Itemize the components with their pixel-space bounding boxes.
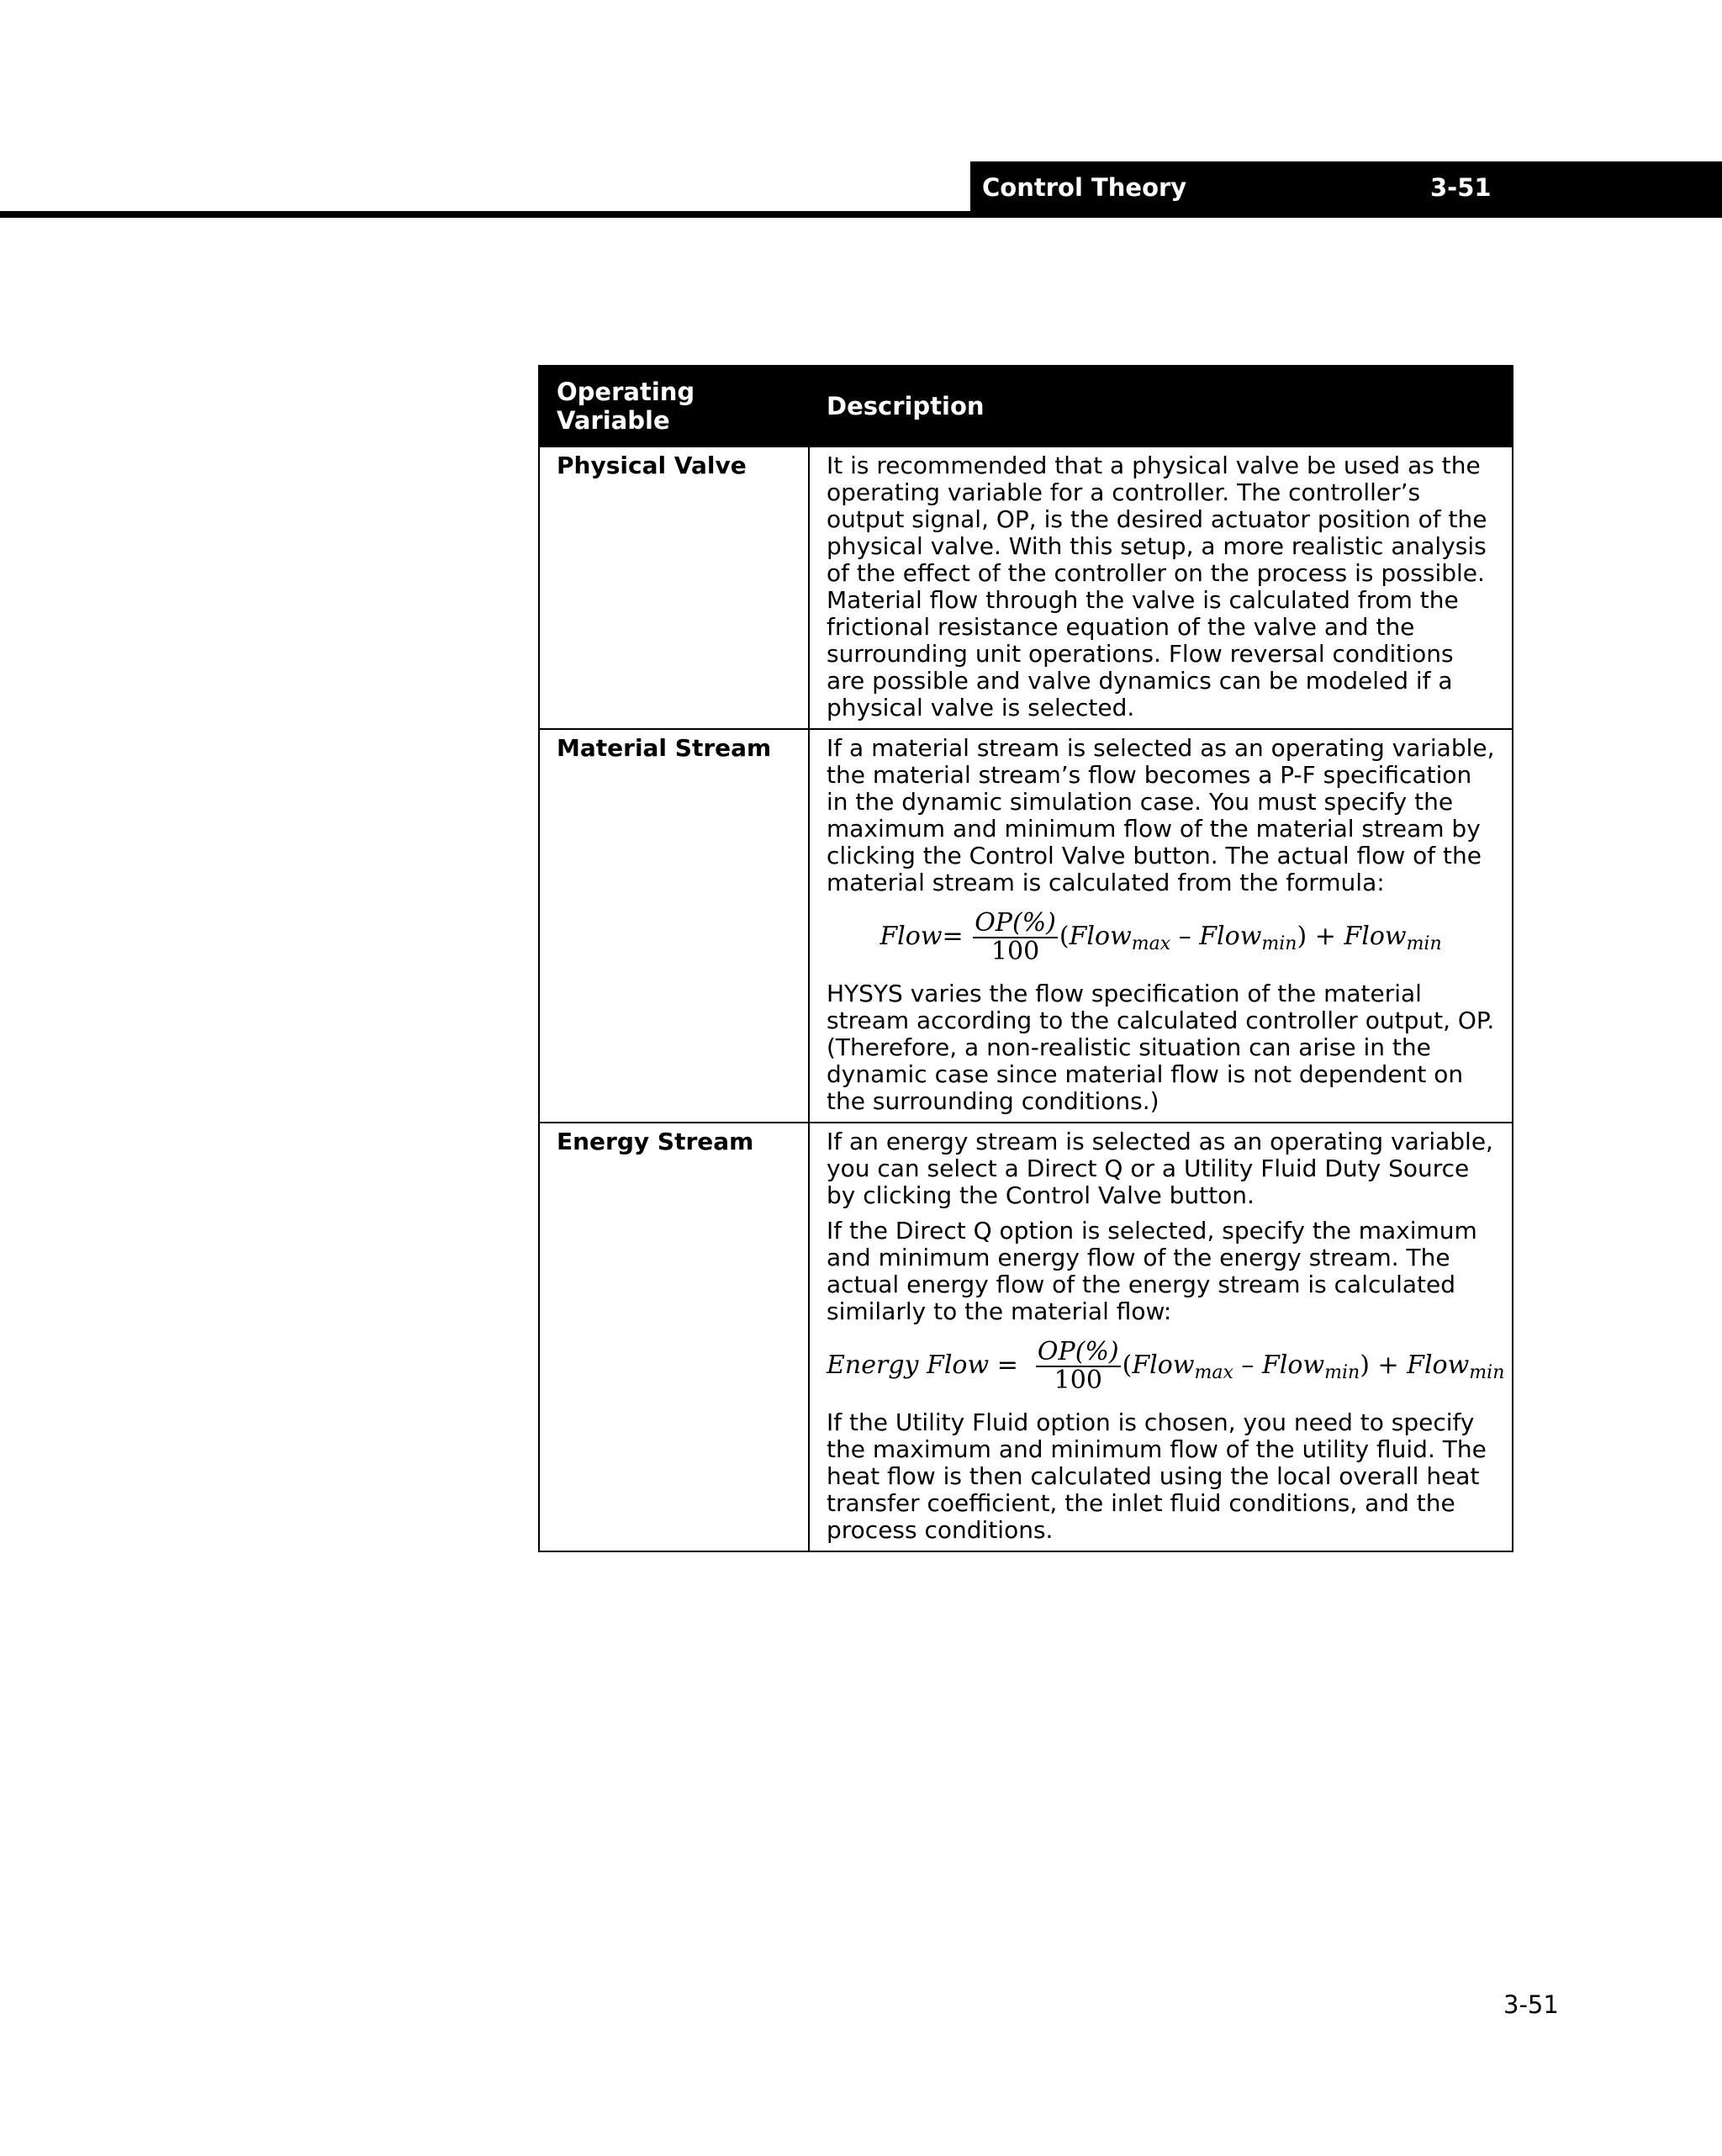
formula-equals: = [942,922,964,951]
formula-denominator: 100 [1054,1366,1102,1395]
formula-min-subscript-2: min [1406,933,1442,954]
formula-plus: + [1307,922,1344,951]
flow-formula [827,910,1495,965]
formula-open-paren: ( [1059,922,1070,951]
formula-flow-min-2: Flow [1344,922,1407,951]
energy-flow-formula [827,1337,1505,1395]
description-paragraph: If a material stream is selected as an operating variable, the material stream’s flow becomes a P-F specification in the dynamic simulation case. You must specify the maximum and minimum flow of the material stream by clicking the Control Valve button. The actual flow of the material stream is calculated from the formula: [827,734,1495,896]
formula-numerator: OP(%) [1037,1337,1119,1366]
column-header-description [809,366,1513,447]
description-paragraph: If the Utility Fluid option is chosen, you need to specify the maximum and minimum flow of the utility fluid. The heat flow is then calculated using the local overall heat transfer coefficient, the inlet fluid conditions, and the process conditions. [827,1408,1487,1544]
formula-min-subscript: min [1261,933,1297,954]
description-cell [809,1123,1513,1551]
formula-denominator: 100 [990,937,1040,966]
header-page-number: 3-51 [1430,173,1492,202]
table-row [539,729,1513,1123]
table-header-row [539,366,1513,447]
formula-flow-max: Flow [1069,922,1132,951]
formula-numerator: OP(%) [975,908,1056,938]
formula-plus: + [1369,1350,1408,1380]
formula-close-paren: ) [1297,922,1307,951]
description-paragraph: If an energy stream is selected as an operating variable, you can select a Direct Q or a Utility Fluid Duty Source by clicking the Control Valve button. [827,1128,1493,1209]
description-cell [809,729,1513,1123]
table-row [539,447,1513,729]
variable-cell: Material Stream [539,729,809,1123]
formula-minus: – [1170,922,1200,951]
description-paragraph: HYSYS varies the flow specification of the material stream according to the calculated controller output, OP. (Therefore, a non-realistic situation can arise in the dynamic case since material flow is not dependent on the surrounding conditions.) [827,980,1495,1115]
formula-lhs: Energy Flow [827,1350,990,1380]
column-header-operating-variable-text: Operating Variable [557,378,695,435]
description-paragraph: It is recommended that a physical valve be used as the operating variable for a controller. The controller’s output signal, OP, is the desired actuator position of the physical valve. With this setup, a more realistic analysis of the effect of the controller on the process is possible. Material flow through the valve is calculated from the frictional resistance equation of the valve and the surrounding unit operations. Flow reversal conditions are possible and valve dynamics can be modeled if a physical valve is selected. [827,452,1487,721]
variable-cell: Physical Valve [539,447,809,729]
column-header-operating-variable [539,366,809,447]
variable-cell: Energy Stream [539,1123,809,1551]
footer-page-number: 3-51 [1503,1990,1559,2019]
formula-flow-min-2: Flow [1407,1350,1470,1380]
formula-flow-min: Flow [1199,922,1262,951]
section-title: Control Theory [982,173,1187,202]
formula-fraction [973,910,1058,965]
formula-min-subscript: min [1324,1362,1360,1383]
formula-flow-max: Flow [1132,1350,1195,1380]
description-cell [809,447,1513,729]
formula-close-paren: ) [1360,1350,1370,1380]
formula-minus: – [1233,1350,1262,1380]
description-paragraph: If the Direct Q option is selected, specify the maximum and minimum energy flow of the energy stream. The actual energy flow of the energy stream is calculated similarly to the material flow: [827,1217,1477,1325]
formula-min-subscript-2: min [1469,1362,1505,1383]
formula-equals: = [989,1350,1027,1380]
formula-flow-min: Flow [1261,1350,1325,1380]
formula-fraction [1036,1339,1121,1394]
formula-open-paren: ( [1122,1350,1133,1380]
table-row [539,1123,1513,1551]
column-header-description-text: Description [827,392,985,420]
formula-max-subscript: max [1194,1362,1233,1383]
formula-max-subscript: max [1131,933,1171,954]
formula-lhs: Flow [879,922,943,951]
operating-variable-table [538,365,1513,1552]
